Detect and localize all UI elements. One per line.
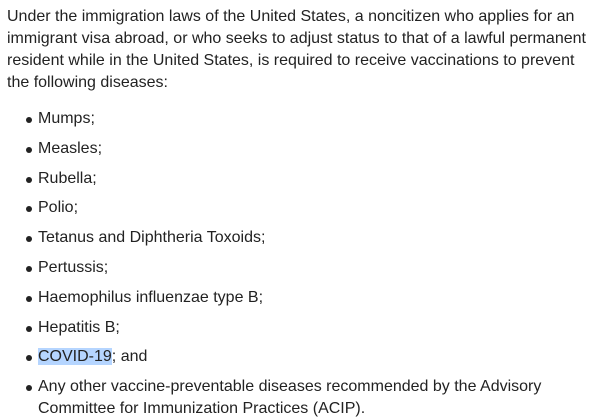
- list-item-mumps: [7, 108, 592, 130]
- list-item-text: Pertussis;: [38, 258, 109, 276]
- disease-list: [7, 108, 592, 420]
- list-item-other-diseases: [7, 376, 592, 420]
- list-item-pertussis: [7, 257, 592, 279]
- list-item-text: ; and: [111, 348, 148, 366]
- list-item-polio: [7, 197, 592, 219]
- list-item-hepatitis-b: [7, 317, 592, 339]
- list-item-text: Mumps;: [38, 110, 95, 127]
- list-item-text: Rubella;: [38, 169, 97, 187]
- list-item-text: Measles;: [38, 139, 103, 157]
- list-item-covid-19: [7, 346, 592, 368]
- list-item-measles: [7, 138, 592, 160]
- intro-paragraph: Under the immigration laws of the United States, a noncitizen who applies for an immigrant visa abroad, or who seeks to adjust status to that of a lawful permanent resident while in the United States, is required to receive vaccinations to prevent the following diseases:: [7, 8, 586, 91]
- list-item-text: Polio;: [38, 199, 79, 217]
- list-item-rubella: [7, 168, 592, 190]
- list-item-haemophilus: [7, 287, 592, 309]
- list-item-text: Hepatitis B;: [38, 318, 120, 336]
- list-item-text: Haemophilus influenzae type B;: [38, 288, 264, 306]
- selected-text-covid-19[interactable]: COVID-19: [38, 348, 112, 366]
- list-item-text: Any other vaccine-preventable diseases recommended by the Advisory Committee for Immunization Practices (ACIP).: [38, 378, 542, 418]
- list-item-text: Tetanus and Diphtheria Toxoids;: [38, 229, 266, 247]
- list-item-tetanus-diphtheria: [7, 227, 592, 249]
